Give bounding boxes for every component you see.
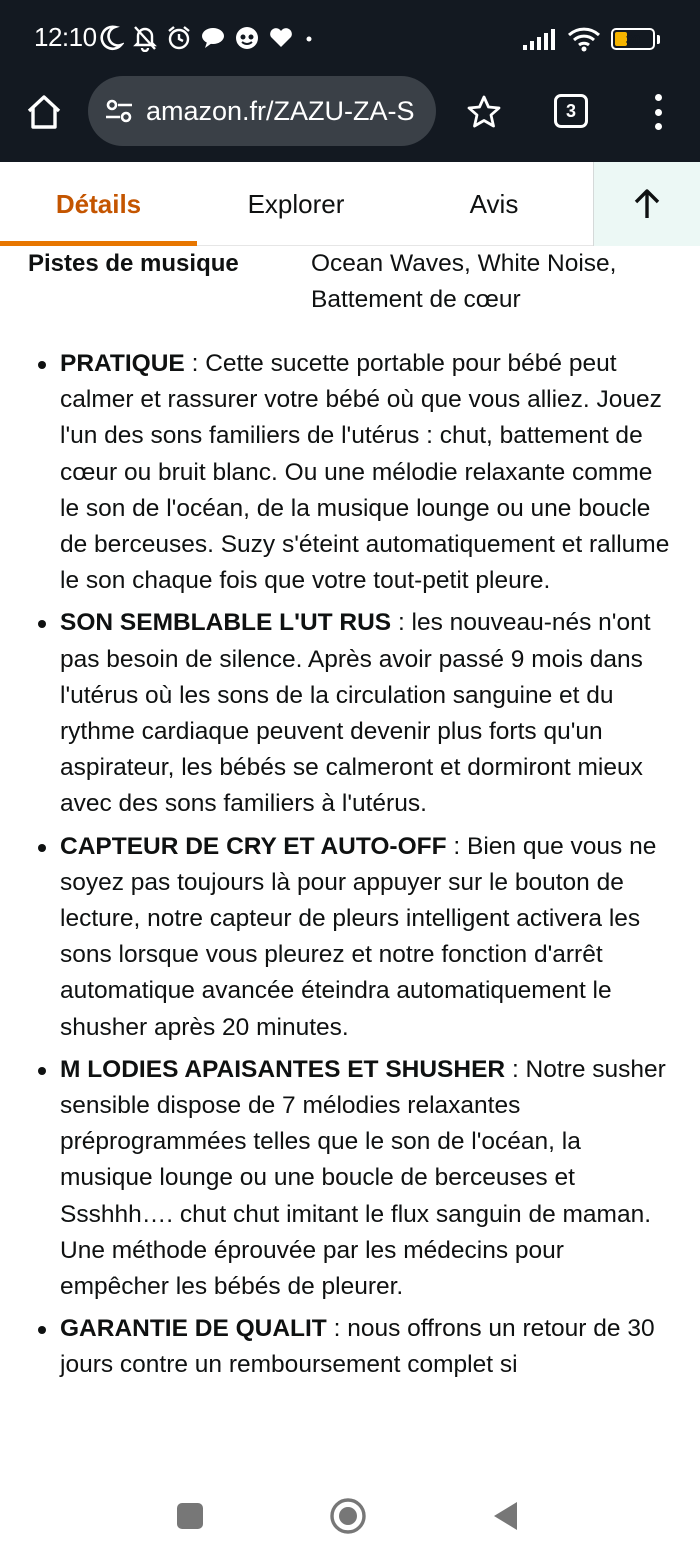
home-button[interactable] xyxy=(22,90,66,134)
nav-home-icon xyxy=(328,1496,368,1536)
alarm-icon xyxy=(166,24,192,52)
product-details xyxy=(0,246,700,1474)
nav-home-button[interactable] xyxy=(324,1492,372,1540)
battery-tip xyxy=(657,35,660,44)
recents-icon xyxy=(175,1501,205,1531)
battery-level: 30 xyxy=(625,31,641,47)
status-bar xyxy=(0,0,700,76)
feature-bullet xyxy=(28,1311,678,1383)
feature-text: : les nouveau-nés n'ont pas besoin de silence. Après avoir passé 9 mois dans l'utérus où les sons de la circulation sanguine et du rythme cardiaque peuvent devenir plus forts qu'un aspirateur, les bébés se calmeront et dormiront mieux avec des sons familiers à l'utérus. xyxy=(60,609,651,818)
bookmark-button[interactable] xyxy=(462,90,506,134)
signal-icon xyxy=(523,27,557,51)
feature-bullet xyxy=(28,346,678,599)
feature-title: SON SEMBLABLE L'UT RUS xyxy=(60,609,392,637)
home-icon xyxy=(24,92,64,132)
feature-text: : Cette sucette portable pour bébé peut calmer et rassurer votre bébé où que vous alliez. Jouez l'un des sons familiers de l'utérus : chut, battement de cœur ou bruit blanc. Ou une mélodie relaxante comme le son de l'océan, de la musique lounge ou une boucle de berceuses. Suzy s'éteint automatiquement et rallume le son chaque fois que votre tout-petit pleure. xyxy=(60,350,670,595)
menu-dot-icon xyxy=(655,123,662,130)
game-icon xyxy=(234,24,260,52)
feature-bullet xyxy=(28,605,678,822)
tab-avis[interactable] xyxy=(395,162,593,246)
menu-dot-icon xyxy=(655,109,662,116)
feature-title: PRATIQUE xyxy=(60,350,185,377)
system-icons xyxy=(523,24,660,54)
back-icon xyxy=(491,1499,521,1533)
tab-explorer[interactable] xyxy=(197,162,395,246)
feature-bullet xyxy=(28,1052,678,1305)
system-nav-bar xyxy=(0,1474,700,1556)
back-button[interactable] xyxy=(482,1492,530,1540)
feature-title: CAPTEUR DE CRY ET AUTO-OFF xyxy=(60,832,447,860)
tab-switcher-button[interactable]: 3 xyxy=(554,94,588,128)
address-bar[interactable] xyxy=(88,76,436,146)
status-time: 12:10 xyxy=(34,22,97,52)
tab-explorer-label: Explorer xyxy=(247,188,345,219)
feature-title: GARANTIE DE QUALIT xyxy=(60,1315,327,1343)
feature-bullet xyxy=(28,829,678,1046)
feature-text: : nous offrons un retour de 30 jours contre un remboursement complet si xyxy=(60,1315,655,1379)
recents-button[interactable] xyxy=(166,1492,214,1540)
back-to-top-button[interactable] xyxy=(593,162,700,246)
dot-icon xyxy=(302,24,316,52)
url-text[interactable]: amazon.fr/ZAZU-ZA-S xyxy=(146,95,415,126)
notification-icons xyxy=(98,22,316,54)
browser-toolbar xyxy=(0,76,700,162)
page-info-icon[interactable] xyxy=(104,96,134,126)
spec-label: Pistes de musique xyxy=(28,250,239,277)
feature-text: : Notre susher sensible dispose de 7 mélodies relaxantes préprogrammées telles que le son de l'océan, la musique lounge ou une boucle de berceuses et Ssshhh…. chut chut imitant le flux sanguin de maman. Une méthode éprouvée par les médecins pour empêcher les bébés de pleurer. xyxy=(60,1055,666,1301)
tab-details-label: Détails xyxy=(55,188,142,219)
feature-text: : Bien que vous ne soyez pas toujours là pour appuyer sur le bouton de lecture, notre capteur de pleurs intelligent activera les sons lorsque vous pleurez et notre fonction d'arrêt automatique avancée éteindra automatiquement le shusher après 20 minutes. xyxy=(60,832,657,1041)
spec-value: Ocean Waves, White Noise, Battement de cœur xyxy=(311,250,617,313)
more-menu-button[interactable] xyxy=(640,90,676,134)
tab-details[interactable] xyxy=(0,162,197,246)
chat-icon xyxy=(200,24,226,52)
moon-icon xyxy=(98,24,124,52)
tab-avis-label: Avis xyxy=(469,188,519,219)
feature-title: M LODIES APAISANTES ET SHUSHER xyxy=(60,1055,506,1083)
menu-dot-icon xyxy=(655,94,662,101)
product-section-tabs xyxy=(0,162,700,246)
battery-icon xyxy=(611,28,655,50)
heart-icon xyxy=(268,24,294,52)
wifi-icon xyxy=(567,26,601,52)
star-icon xyxy=(466,94,502,130)
bell-off-icon xyxy=(132,24,158,52)
arrow-up-icon xyxy=(632,187,662,221)
feature-bullets xyxy=(28,346,678,1390)
